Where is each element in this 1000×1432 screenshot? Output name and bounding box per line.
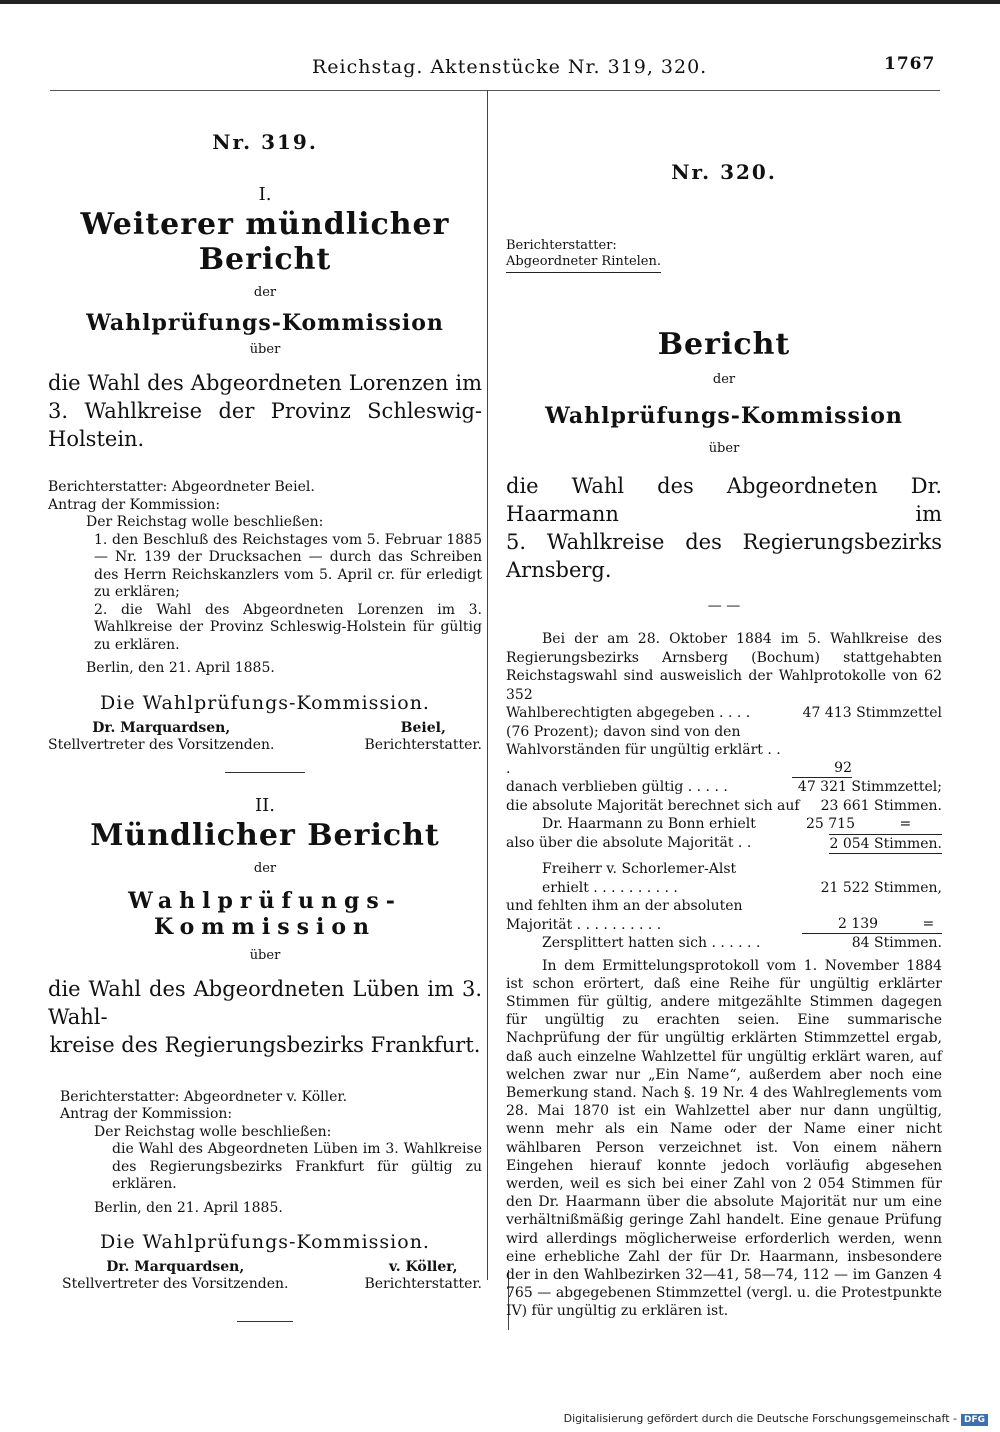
resolve-label: Der Reichstag wolle beschließen: [86,514,324,530]
ueber-label: über [708,441,740,456]
tally-label: (76 Prozent); davon sind von den Wahlvorständen für ungültig erklärt . . . [506,723,781,777]
ueber-label: über [249,947,281,963]
tally-value: 47 413 Stimmzettel [802,705,942,721]
tally-row [506,723,942,779]
reporter-line: Berichterstatter: Abgeordneter v. Köller. [60,1088,348,1105]
tally-value: 2 139 [838,915,879,932]
tally-row [506,834,942,855]
tally-label: Zersplittert hatten sich . . . . . . [542,935,761,951]
signature-left [48,720,275,754]
tally-label: Freiherr v. Schorlemer-Alst erhielt . . . . . . . . . . [542,861,737,896]
date-line: Berlin, den 21. April 1885. [86,660,275,676]
tally-value: 47 321 Stimmzettel; [797,779,942,795]
footer-credit [564,1412,988,1426]
signer-name: v. Köller, [389,1259,458,1275]
tally-value: 84 Stimmen. [851,935,942,951]
subject-line-2: 5. Wahlkreise des Regierungsbezirks Arnsberg. [506,530,942,582]
tally-value-group [806,815,942,834]
signer-role: Berichterstatter. [364,1276,482,1292]
tally-value: 92 [792,759,852,779]
der-label: der [253,285,277,300]
tally-value: 25 715 [806,816,855,832]
footer-text: Digitalisierung gefördert durch die Deutsche Forschungsgemeinschaft - [563,1412,957,1425]
subject-line-1: die Wahl des Abgeordneten Lüben im 3. Wahl- [48,976,482,1029]
report-title: Weiterer mündlicher Bericht [80,207,450,277]
motion-label: Antrag der Kommission: [48,496,221,513]
tally-row [506,704,942,723]
intro-paragraph: Bei der am 28. Oktober 1884 im 5. Wahlkreise des Regierungsbezirks Arnsberg (Bochum) stattgehabten Reichstagswahl sind ausweislich der Wahlprotokolle von 62 352 [506,631,942,703]
signature-heading: Die Wahlprüfungs-Kommission. [100,691,430,714]
tally-value: 2 054 Stimmen. [829,834,942,855]
signer-name: Dr. Marquardsen, [106,1259,245,1275]
tally-row [506,778,942,797]
commission-name: Wahlprüfungs-Kommission [545,403,903,429]
signature-right [364,720,482,754]
date-line: Berlin, den 21. April 1885. [94,1199,283,1216]
signer-role: Stellvertreter des Vorsitzenden. [48,736,275,753]
right-column [506,160,942,1321]
reporter-name-wrap [506,254,942,273]
subject-line-1: die Wahl des Abgeordneten Lorenzen im [48,371,482,395]
running-title: Reichstag. Aktenstücke Nr. 319, 320. [312,56,708,78]
report-title: Mündlicher Bericht [90,817,440,853]
tally-value: 23 661 Stimmen. [820,797,942,814]
der-label: der [253,860,277,876]
tally-unit: = [922,915,935,932]
tally-value-group [802,915,942,935]
page-header [0,56,1000,86]
subject-line-2: 3. Wahlkreise der Provinz Schleswig-Holstein. [48,399,482,451]
signature-row [48,1259,482,1293]
tally-label: also über die absolute Majorität . . [506,834,752,851]
left-column [48,130,482,1322]
resolve-label: Der Reichstag wolle beschließen: [94,1123,332,1140]
document-number: Nr. 319. [212,130,318,154]
signature-row [48,720,482,754]
section-roman: II. [255,794,275,816]
signature-right [364,1259,482,1293]
tally-row [506,860,942,897]
tally-unit: = [899,816,912,832]
signature-heading: Die Wahlprüfungs-Kommission. [100,1231,430,1253]
document-number: Nr. 320. [671,160,777,184]
subject-line-1: die Wahl des Abgeordneten Dr. Haarmann im [506,474,942,526]
motion-item: die Wahl des Abgeordneten Lüben im 3. Wahlkreise des Regierungsbezirks Frankfurt für gültig zu erklären. [112,1141,482,1192]
tally-label: Wahlberechtigten abgegeben . . . . [506,705,751,721]
signer-role: Stellvertreter des Vorsitzenden. [62,1276,289,1292]
section-roman: I. [258,184,272,205]
reporter-label: Berichterstatter: [506,238,617,253]
signer-name: Beiel, [400,719,446,736]
report-title: Bericht [657,327,791,362]
tally-label: danach verblieben gültig . . . . . [506,779,728,795]
commission-name: Wahlprüfungs-Kommission [128,887,402,940]
column-divider [487,90,488,1280]
top-border [0,0,1000,4]
tally-label: Dr. Haarmann zu Bonn erhielt [542,816,756,832]
dfg-logo: DFG [961,1414,988,1426]
section-separator [237,1321,293,1322]
signer-name: Dr. Marquardsen, [92,719,231,736]
section-separator [225,772,305,773]
tally-row [506,897,942,934]
reporter-line: Berichterstatter: Abgeordneter Beiel. [48,479,315,495]
tally-row [506,934,942,953]
der-label: der [712,372,736,387]
subject-line-2: kreise des Regierungsbezirks Frankfurt. [49,1032,481,1057]
header-rule [50,90,940,91]
signer-role: Berichterstatter. [364,736,482,753]
tally-label: und fehlten ihm an der absoluten Majorität . . . . . . . . . . [506,898,743,933]
motion-label: Antrag der Kommission: [60,1106,233,1122]
commission-name: Wahlprüfungs-Kommission [86,310,444,336]
ueber-label: über [249,342,281,357]
tally-row [506,797,942,816]
motion-item-1: 1. den Beschluß des Reichstages vom 5. Februar 1885 — Nr. 139 der Drucksachen — durch das Schreiben des Herrn Reichskanzlers vom 5. April cr. für erledigt zu erklären; [94,531,482,600]
tally-label: die absolute Majorität berechnet sich auf [506,797,800,814]
signature-left [62,1259,289,1293]
tally-row [506,815,942,834]
motion-item-2: 2. die Wahl des Abgeordneten Lorenzen im 3. Wahlkreise der Provinz Schleswig-Holstein für gültig zu erklären. [94,601,482,653]
page-number: 1767 [884,54,936,74]
body-paragraph: In dem Ermittelungsprotokoll vom 1. November 1884 ist schon erörtert, daß eine Reihe für ungültig erklärter Stimmen für gültig, andere mitgezählte Stimmen dagegen für ungültig zu erachten seien. Eine summarische Nachprüfung der für ungültig erklärten Stimmzettel ergab, daß auch einzelne Wahlzettel für ungültig erklärt waren, auf welchen zwar nur „Ein Name“, außerdem aber noch eine Bemerkung stand. Nach §. 19 Nr. 4 des Wahlreglements vom 28. Mai 1870 ist ein Wahlzettel aber nur dann ungültig, wenn mehr als ein Name oder der Name einer nicht wählbaren Person verzeichnet ist. Von einem nähern Eingehen hierauf konnte jedoch vorläufig abgesehen werden, weil es sich bei einer Zahl von 2 054 Stimmen für den Dr. Haarmann über die absolute Majorität nur um eine verhältnißmäßig geringe Zahl handelt. Eine genaue Prüfung wird allerdings möglicherweise erforderlich werden, wenn eine erhebliche Zahl der für Dr. Haarmann, insbesondere der in den Wahlbezirken 32—41, 58—74, 112 — im Ganzen 4 765 — abgegebenen Stimmzettel (vergl. u. die Protestpunkte IV) für ungültig zu erklären ist. [506,957,942,1320]
reporter-name: Abgeordneter Rintelen. [506,254,661,273]
tally-value: 21 522 Stimmen, [820,879,942,896]
dash-separator: — — [707,598,741,614]
